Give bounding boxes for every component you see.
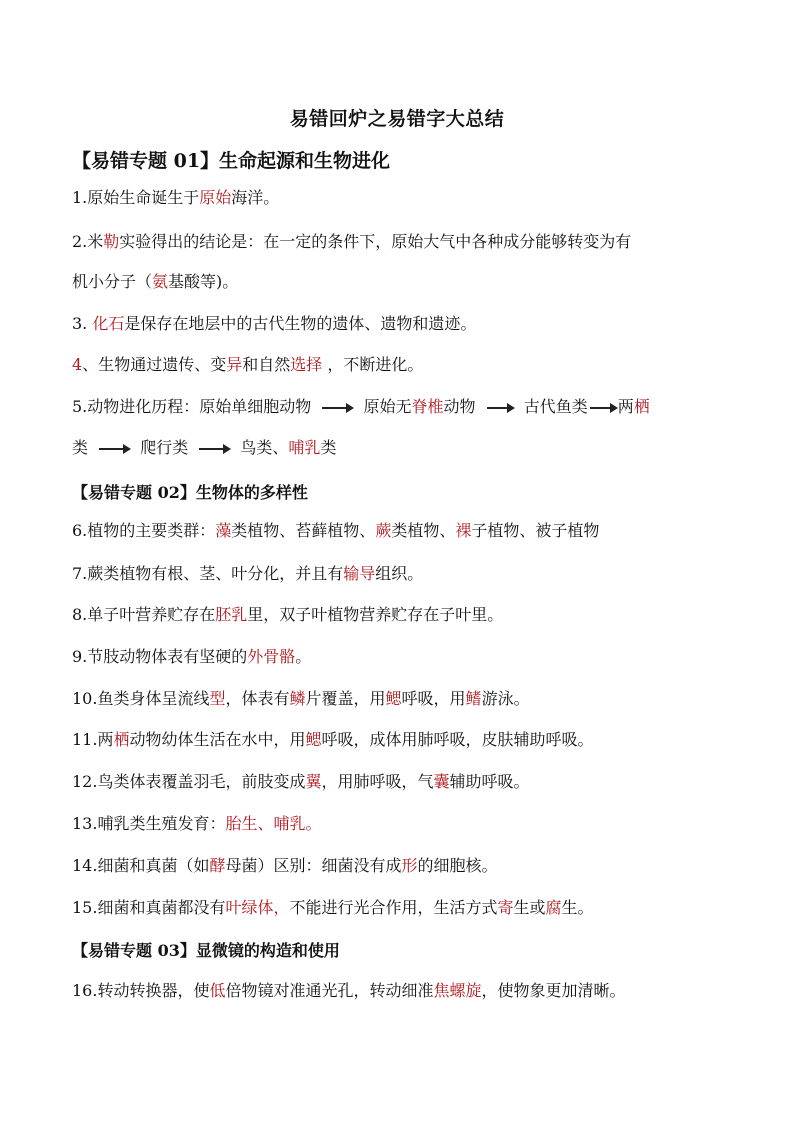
arrow-icon [322,407,352,409]
item-10: 10.鱼类身体呈流线型，体表有鳞片覆盖，用鳃呼吸，用鳍游泳。 [72,689,530,708]
page-title: 易错回炉之易错字大总结 [289,108,505,130]
item-8: 8.单子叶营养贮存在胚乳里，双子叶植物营养贮存在子叶里。 [72,605,504,624]
item-1: 1.原始生命诞生于原始海洋。 [72,188,280,207]
section-heading-02: 【易错专题 02】生物体的多样性 [72,483,308,502]
section-heading-03: 【易错专题 03】显微镜的构造和使用 [72,941,340,960]
item-3: 3. 化石是保存在地层中的古代生物的遗体、遗物和遗迹。 [72,314,477,333]
item-16: 16.转动转换器，使低倍物镜对准通光孔，转动细准焦螺旋，使物象更加清晰。 [72,981,626,1000]
arrow-icon [199,448,229,450]
item-11: 11.两栖动物幼体生活在水中，用鳃呼吸，成体用肺呼吸，皮肤辅助呼吸。 [72,730,594,749]
item-5: 5.动物进化历程：原始单细胞动物 原始无脊椎动物 古代鱼类 两栖 [72,397,650,416]
arrow-icon [99,448,129,450]
item-14: 14.细菌和真菌（如酵母菌）区别：细菌没有成形的细胞核。 [72,856,498,875]
item-5-cont: 类 爬行类 鸟类、哺乳类 [72,438,337,457]
arrow-icon [590,407,616,409]
item-2: 2.米勒实验得出的结论是：在一定的条件下，原始大气中各种成分能够转变为有 [72,232,632,251]
item-12: 12.鸟类体表覆盖羽毛，前肢变成翼，用肺呼吸，气囊辅助呼吸。 [72,772,530,791]
item-13: 13.哺乳类生殖发育：胎生、哺乳。 [72,814,322,833]
item-7: 7.蕨类植物有根、茎、叶分化，并且有输导组织。 [72,564,424,583]
item-6: 6.植物的主要类群：藻类植物、苔藓植物、蕨类植物、裸子植物、被子植物 [72,521,600,540]
item-4: 4、生物通过遗传、变异和自然选择 ，不断进化。 [72,355,424,374]
item-15: 15.细菌和真菌都没有叶绿体，不能进行光合作用，生活方式寄生或腐生。 [72,898,594,917]
arrow-icon [487,407,513,409]
section-heading-01: 【易错专题 01】生命起源和生物进化 [72,150,391,172]
item-2-cont: 机小分子（氨基酸等)。 [72,272,239,291]
item-9: 9.节肢动物体表有坚硬的外骨骼。 [72,647,312,666]
